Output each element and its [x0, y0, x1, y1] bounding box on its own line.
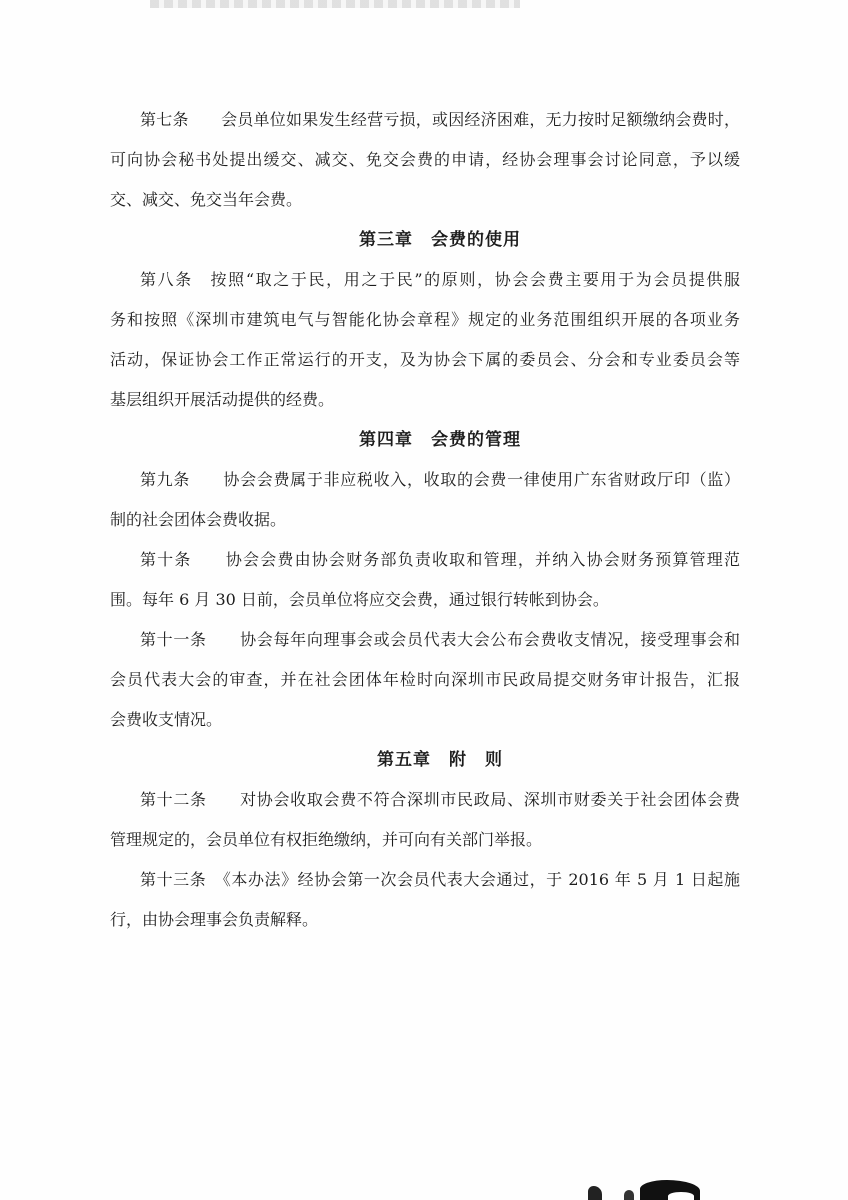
- scan-artifact-bottom: [624, 1190, 634, 1200]
- article-10-line-1: 第十条 协会会费由协会财务部负责收取和管理，并纳入协会财务预算管理范: [140, 550, 740, 569]
- article-8-line-4: 基层组织开展活动提供的经费。: [110, 390, 335, 409]
- article-13: [110, 860, 740, 940]
- article-12: [110, 780, 740, 860]
- chapter-4-heading: 第四章 会费的管理: [359, 430, 521, 450]
- article-8-line-2: 务和按照《深圳市建筑电气与智能化协会章程》规定的业务范围组织开展的各项业务: [110, 310, 740, 329]
- article-13-line-1: 第十三条 《本办法》经协会第一次会员代表大会通过，于 2016 年 5 月 1 日起施: [140, 870, 740, 889]
- article-13-line-2: 行，由协会理事会负责解释。: [110, 910, 319, 929]
- article-12-line-2: 管理规定的，会员单位有权拒绝缴纳，并可向有关部门举报。: [110, 830, 543, 849]
- article-11-line-2: 会员代表大会的审查，并在社会团体年检时向深圳市民政局提交财务审计报告，汇报: [110, 670, 740, 689]
- article-9-line-2: 制的社会团体会费收据。: [110, 510, 287, 529]
- chapter-3-heading: 第三章 会费的使用: [359, 230, 521, 250]
- article-11: [110, 620, 740, 740]
- article-8: [110, 260, 740, 420]
- article-9: [110, 460, 740, 540]
- scan-artifact-bottom: [668, 1192, 694, 1200]
- article-7: [110, 100, 740, 220]
- scan-artifact-bottom: [588, 1186, 602, 1200]
- article-7-line-2: 可向协会秘书处提出缓交、减交、免交会费的申请，经协会理事会讨论同意，予以缓: [110, 150, 740, 169]
- article-7-line-1: 第七条 会员单位如果发生经营亏损，或因经济困难，无力按时足额缴纳会费时，: [140, 110, 740, 129]
- article-7-line-3: 交、减交、免交当年会费。: [110, 190, 303, 209]
- article-8-line-3: 活动，保证协会工作正常运行的开支，及为协会下属的委员会、分会和专业委员会等: [110, 350, 740, 369]
- document-body: [110, 100, 740, 940]
- article-12-line-1: 第十二条 对协会收取会费不符合深圳市民政局、深圳市财委关于社会团体会费: [140, 790, 740, 809]
- article-9-line-1: 第九条 协会会费属于非应税收入，收取的会费一律使用广东省财政厅印（监）: [140, 470, 740, 489]
- article-8-line-1: 第八条 按照“取之于民，用之于民”的原则，协会会费主要用于为会员提供服: [140, 270, 740, 289]
- article-10-line-2: 围。每年 6 月 30 日前，会员单位将应交会费，通过银行转帐到协会。: [110, 590, 609, 609]
- chapter-5-heading: 第五章 附 则: [377, 750, 503, 770]
- scan-artifact-top: [150, 0, 520, 8]
- article-11-line-1: 第十一条 协会每年向理事会或会员代表大会公布会费收支情况，接受理事会和: [140, 630, 740, 649]
- article-11-line-3: 会费收支情况。: [110, 710, 223, 729]
- article-10: [110, 540, 740, 620]
